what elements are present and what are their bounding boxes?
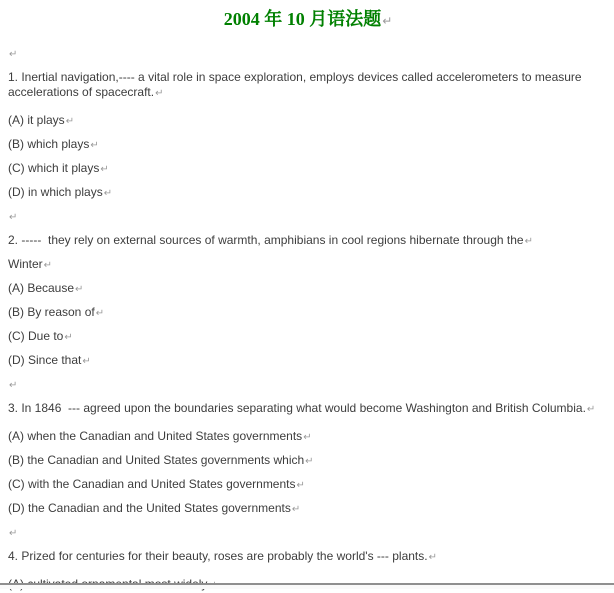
paragraph-mark-icon: ↵ — [291, 504, 301, 515]
paragraph-mark-icon: ↵ — [9, 212, 18, 223]
question-2-option-c — [8, 329, 608, 345]
question-2-stem-text: 2. ----- they rely on external sources of warmth, amphibians in cool regions hibernate through the — [8, 233, 524, 247]
option-text: (B) the Canadian and United States governments which — [8, 453, 305, 467]
paragraph-mark-icon: ↵ — [586, 404, 596, 415]
option-text: (A) when the Canadian and United States governments — [8, 429, 303, 443]
paragraph-mark-icon: ↵ — [43, 260, 53, 271]
question-4-stem-text: 4. Prized for centuries for their beauty, roses are probably the world's --- plants. — [8, 549, 428, 563]
question-2-option-d — [8, 353, 608, 369]
question-2 — [8, 233, 608, 369]
paragraph-mark-icon: ↵ — [100, 164, 109, 175]
paragraph-mark-icon: ↵ — [524, 236, 533, 247]
empty-paragraph — [8, 377, 608, 393]
paragraph-mark-icon: ↵ — [64, 332, 73, 343]
option-text: (D) Since that — [8, 353, 82, 367]
paragraph-mark-icon: ↵ — [382, 14, 393, 28]
paragraph-mark-icon: ↵ — [155, 88, 164, 99]
option-text: (C) with the Canadian and United States governments — [8, 477, 296, 491]
option-text: (A) Because — [8, 281, 75, 295]
empty-paragraph — [8, 46, 608, 62]
question-3 — [8, 401, 608, 517]
paragraph-mark-icon: ↵ — [428, 552, 437, 563]
paragraph-mark-icon: ↵ — [103, 188, 113, 199]
option-text: (D) in which plays — [8, 185, 103, 199]
question-3-stem — [8, 401, 608, 417]
paragraph-mark-icon: ↵ — [9, 49, 18, 60]
question-1 — [8, 70, 608, 201]
question-3-stem-text: 3. In 1846 --- agreed upon the boundaries separating what would become Washington and British Columbia. — [8, 401, 586, 415]
question-3-option-d — [8, 501, 608, 517]
question-3-option-a — [8, 429, 608, 445]
question-2-option-b — [8, 305, 608, 321]
question-3-option-b — [8, 453, 608, 469]
question-2-stem-continuation-text: Winter — [8, 257, 43, 271]
question-2-option-a — [8, 281, 608, 297]
question-1-option-c — [8, 161, 608, 177]
paragraph-mark-icon: ↵ — [296, 480, 305, 491]
paragraph-mark-icon: ↵ — [75, 284, 84, 295]
paragraph-mark-icon: ↵ — [82, 356, 91, 367]
option-text: (D) the Canadian and the United States governments — [8, 501, 291, 515]
option-text: (A) it plays — [8, 113, 65, 127]
page-title-text: 2004 年 10 月语法题 — [223, 9, 382, 29]
option-text: (B) which plays — [8, 137, 90, 151]
page-title — [8, 8, 608, 32]
question-1-stem-text: 1. Inertial navigation,---- a vital role in space exploration, employs devices called accelerometers to measure accelerations of spacecraft. — [8, 70, 585, 99]
paragraph-mark-icon: ↵ — [65, 116, 75, 127]
paragraph-mark-icon: ↵ — [90, 140, 99, 151]
paragraph-mark-icon: ↵ — [95, 308, 105, 319]
option-text: (B) By reason of — [8, 305, 95, 319]
paragraph-mark-icon: ↵ — [9, 380, 18, 391]
option-text: (C) which it plays — [8, 161, 100, 175]
question-1-stem — [8, 70, 608, 101]
option-text: (C) Due to — [8, 329, 64, 343]
page-bottom-edge — [0, 585, 614, 589]
question-2-stem-continuation — [8, 257, 608, 273]
paragraph-mark-icon: ↵ — [9, 528, 18, 539]
paragraph-mark-icon: ↵ — [305, 456, 314, 467]
empty-paragraph — [8, 525, 608, 541]
question-1-option-b — [8, 137, 608, 153]
question-1-option-a — [8, 113, 608, 129]
question-2-stem — [8, 233, 608, 249]
question-4-stem — [8, 549, 608, 565]
question-1-option-d — [8, 185, 608, 201]
paragraph-mark-icon: ↵ — [303, 432, 312, 443]
question-3-option-c — [8, 477, 608, 493]
empty-paragraph — [8, 209, 608, 225]
